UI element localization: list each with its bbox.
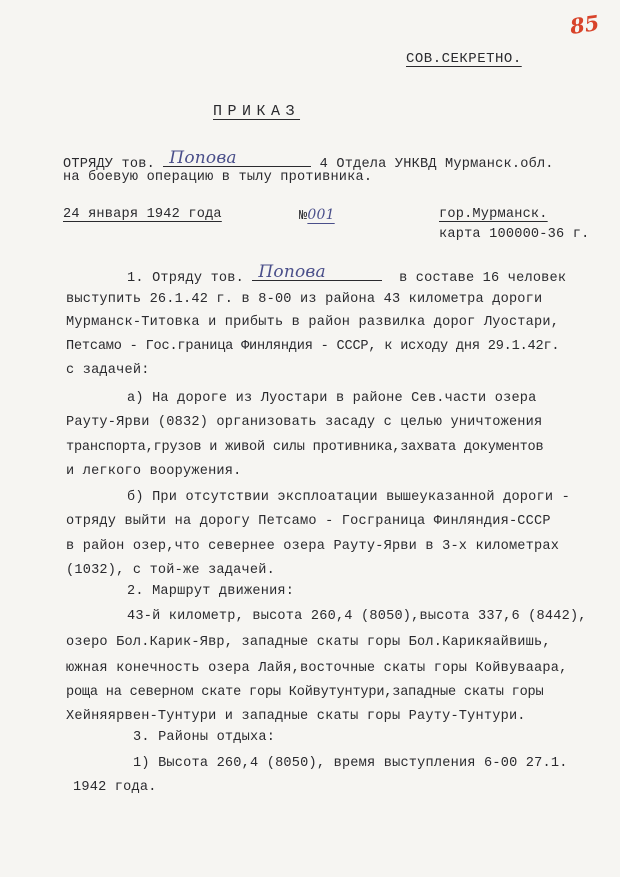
classification-stamp: СОВ.СЕКРЕТНО. xyxy=(406,51,522,67)
header-line-1 xyxy=(63,148,554,172)
section-1-prefix: 1. Отряду тов. xyxy=(127,271,245,286)
header-line-2: на боевую операцию в тылу противника. xyxy=(63,170,373,185)
header-prefix: ОТРЯДУ тов. xyxy=(63,157,155,172)
section-1-line: с задачей: xyxy=(66,363,150,378)
section-2-heading: 2. Маршрут движения: xyxy=(127,584,295,599)
header-handwritten-name: Попова xyxy=(169,148,237,168)
section-1-line: Петсамо - Гос.граница Финляндия - СССР, к исходу дня 29.1.42г. xyxy=(66,339,560,354)
document-date: 24 января 1942 года xyxy=(63,207,222,222)
header-suffix: 4 Отдела УНКВД Мурманск.обл. xyxy=(319,157,554,172)
rest-area-line: 1) Высота 260,4 (8050), время выступления 6-00 27.1. xyxy=(133,756,568,771)
section-1-name-blank xyxy=(252,262,382,282)
task-b-line: в район озер,что севернее озера Рауту-Ярви в 3-х километрах xyxy=(66,539,560,554)
page-number: 85 xyxy=(568,10,601,39)
task-a-line: а) На дороге из Луостари в районе Сев.части озера xyxy=(127,391,537,406)
section-1-line: Мурманск-Титовка и прибыть в район развилка дорог Луостари, xyxy=(66,315,560,330)
section-1-lead xyxy=(127,262,567,286)
task-b-line: отряду выйти на дорогу Петсамо - Госграница Финляндия-СССР xyxy=(66,514,551,529)
section-1-suffix: в составе 16 человек xyxy=(399,271,567,286)
number-sign: № xyxy=(299,209,308,224)
route-line: озеро Бол.Карик-Явр, западные скаты горы Бол.Карикяайвишь, xyxy=(66,635,551,650)
task-a-line: и легкого вооружения. xyxy=(66,464,242,479)
document-city: гор.Мурманск. xyxy=(439,207,548,222)
section-1-handwritten-name: Попова xyxy=(258,262,326,282)
document-title: ПРИКАЗ xyxy=(213,103,301,120)
section-3-heading: 3. Районы отдыха: xyxy=(133,730,276,745)
task-a-line: транспорта,грузов и живой силы противника,захвата документов xyxy=(66,440,544,455)
task-a-line: Рауту-Ярви (0832) организовать засаду с целью уничтожения xyxy=(66,415,543,430)
header-name-blank xyxy=(163,148,311,168)
task-b-line: (1032), с той-же задачей. xyxy=(66,563,275,578)
document-number xyxy=(299,208,335,224)
section-1-line: выступить 26.1.42 г. в 8-00 из района 43 километра дороги xyxy=(66,292,543,307)
route-line: 43-й километр, высота 260,4 (8050),высота 337,6 (8442), xyxy=(127,609,587,624)
number-value: 001 xyxy=(307,207,335,223)
task-b-line: б) При отсутствии эксплоатации вышеуказанной дороги - xyxy=(127,490,570,505)
map-reference: карта 100000-36 г. xyxy=(439,227,590,242)
route-line: роща на северном скате горы Койвутунтури,западные скаты горы xyxy=(66,685,544,700)
route-line: Хейняярвен-Тунтури и западные скаты горы Рауту-Тунтури. xyxy=(66,709,526,724)
route-line: южная конечность озера Лайя,восточные скаты горы Койвуваара, xyxy=(66,661,568,676)
rest-area-line: 1942 года. xyxy=(73,780,157,795)
